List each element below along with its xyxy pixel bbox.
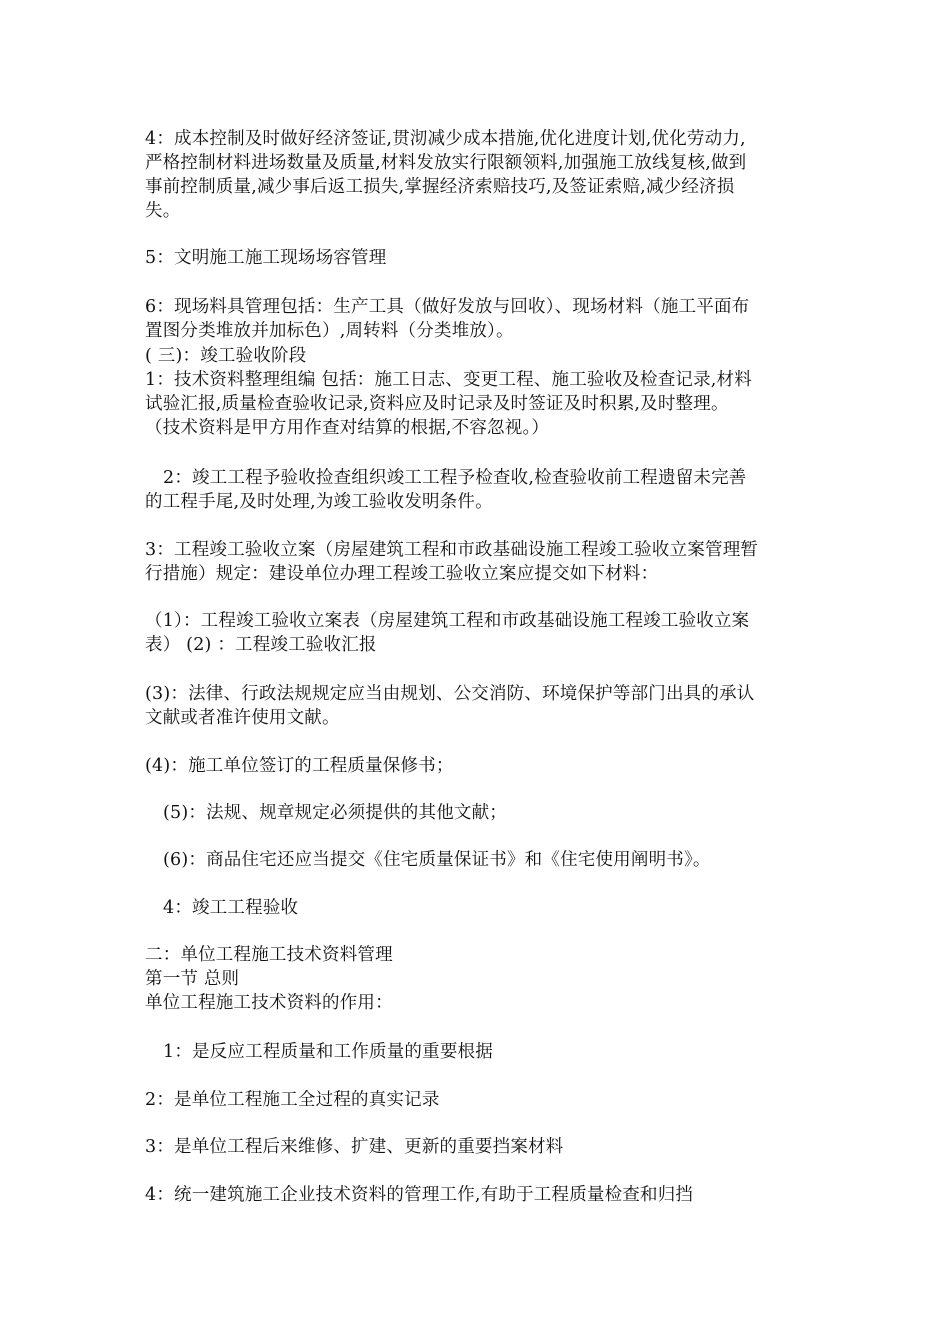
pre-acceptance-line-1: 2：竣工工程予验收捡查组织竣工工程予检查收,检查验收前工程遗留未完善 <box>163 468 747 488</box>
filing-item-3-line-2: 文献或者准许使用文献。 <box>145 708 340 728</box>
tech-docs-line-3: （技术资料是甲方用作查对结算的根据,不容忽视。） <box>145 418 550 438</box>
cost-control-line-3: 事前控制质量,减少事后返工损失,掌握经济索赔技巧,及签证索赔,减少经济损 <box>145 177 735 197</box>
filing-item-3-line-1: (3)：法律、行政法规规定应当由规划、公交消防、环境保护等部门出具的承认 <box>145 684 755 704</box>
cost-control-line-1: 4：成本控制及时做好经济签证,贯沏减少成本措施,优化进度计划,优化劳动力, <box>145 129 746 149</box>
role-item-4: 4：统一建筑施工企业技术资料的管理工作,有助于工程质量检查和归挡 <box>145 1185 694 1205</box>
filing-rules-line-2: 行措施）规定：建设单位办理工程竣工验收立案应提交如下材料： <box>145 564 659 584</box>
final-acceptance-line: 4：竣工工程验收 <box>163 898 299 918</box>
role-item-3: 3：是单位工程后来维修、扩建、更新的重要挡案材料 <box>145 1137 564 1157</box>
tech-docs-line-1: 1：技术资料整理组编 包括：施工日志、变更工程、施工验收及检查记录,材料 <box>145 370 752 390</box>
role-item-1: 1：是反应工程质量和工作质量的重要根据 <box>163 1042 493 1062</box>
filing-item-4-line: (4)：施工单位签订的工程质量保修书； <box>145 756 454 776</box>
filing-item-6-line: (6)：商品住宅还应当提交《住宅质量保证书》和《住宅使用阐明书》。 <box>163 850 711 870</box>
section-two-heading: 二：单位工程施工技术资料管理 <box>145 945 393 965</box>
site-materials-line-2: 置图分类堆放并加标色）,周转料（分类堆放）。 <box>145 321 514 341</box>
cost-control-line-2: 严格控制材料进场数量及质量,材料发放实行限额领料,加强施工放线复核,做到 <box>145 153 747 173</box>
role-item-2: 2：是单位工程施工全过程的真实记录 <box>145 1090 440 1110</box>
intro-line: 单位工程施工技术资料的作用： <box>145 993 393 1013</box>
site-materials-line-1: 6：现场料具管理包括：生产工具（做好发放与回收）、现场材料（施工平面布 <box>145 297 750 317</box>
chapter-one-heading: 第一节 总则 <box>145 969 240 989</box>
tech-docs-line-2: 试验汇报,质量检查验收记录,资料应及时记录及时签证及时积累,及时整理。 <box>145 394 729 414</box>
filing-rules-line-1: 3：工程竣工验收立案（房屋建筑工程和市政基础设施工程竣工验收立案管理暂 <box>145 540 759 560</box>
filing-item-1-line-1: （1）：工程竣工验收立案表（房屋建筑工程和市政基础设施工程竣工验收立案 <box>145 611 750 631</box>
civilized-construction-line: 5：文明施工施工现场场容管理 <box>145 248 387 268</box>
filing-item-5-line: (5)：法规、规章规定必须提供的其他文献； <box>163 803 507 823</box>
cost-control-line-4: 失。 <box>145 201 181 221</box>
completion-stage-heading: ( 三)：竣工验收阶段 <box>145 346 307 366</box>
pre-acceptance-line-2: 的工程手尾,及时处理,为竣工验收发明条件。 <box>145 492 493 512</box>
filing-item-1-line-2: 表） (2) ：工程竣工验收汇报 <box>145 635 377 655</box>
